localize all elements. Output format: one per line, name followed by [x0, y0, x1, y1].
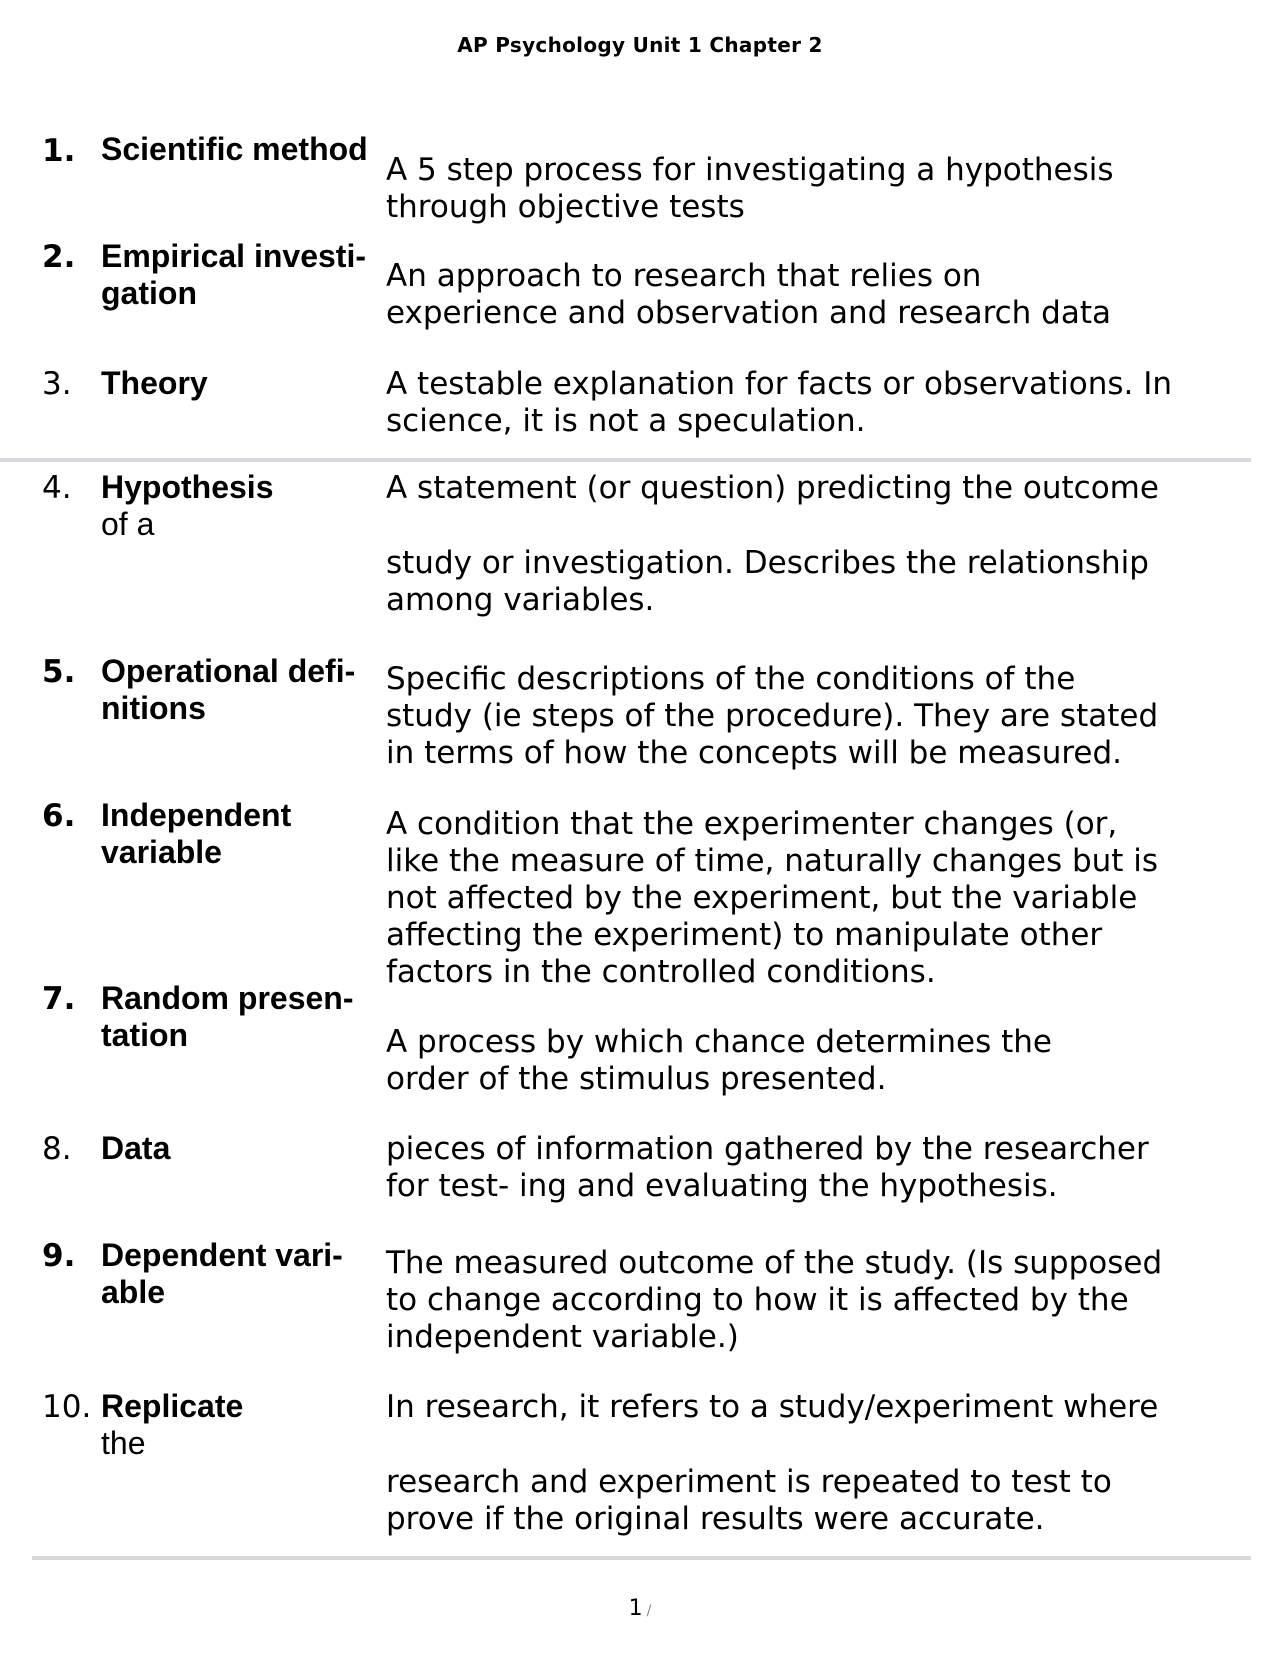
definition-line: Specific descriptions of the conditions of the	[386, 661, 1076, 697]
entry-definition	[386, 152, 1256, 226]
entry-term	[101, 797, 381, 871]
definition-line: like the measure of time, naturally changes but is	[386, 843, 1159, 879]
entry-term-text: Replicate	[101, 1388, 244, 1424]
definition-line: in terms of how the concepts will be measured.	[386, 735, 1123, 771]
entry-number: 8.	[42, 1131, 72, 1167]
entry-term	[101, 653, 381, 727]
definition-line: pieces of information gathered by the researcher	[386, 1131, 1149, 1167]
page-separator: /	[646, 1603, 652, 1619]
entry-term-continuation: of a	[101, 506, 155, 542]
entry-number: 6.	[42, 798, 76, 834]
definition-line: research and experiment is repeated to test to	[386, 1464, 1112, 1500]
entry-definition	[386, 806, 1256, 991]
entry-term-text: Theory	[101, 365, 208, 401]
definition-line: affecting the experiment) to manipulate other	[386, 917, 1103, 953]
entry-number: 10.	[42, 1389, 92, 1425]
entry-definition	[386, 470, 1256, 619]
entry-number: 3.	[42, 366, 72, 402]
entry-term-text: Independent variable	[101, 797, 292, 870]
page-footer	[0, 1596, 1280, 1621]
entry-term-text: Dependent vari- able	[101, 1237, 343, 1310]
definition-line: A 5 step process for investigating a hypothesis	[386, 152, 1114, 188]
entry-number: 9.	[42, 1238, 76, 1274]
section-divider	[32, 1556, 1251, 1560]
definition-line: study or investigation. Describes the relationship	[386, 545, 1149, 581]
definition-line: experience and observation and research data	[386, 295, 1112, 331]
entry-definition	[386, 258, 1256, 332]
entry-term-text: Hypothesis	[101, 469, 274, 505]
entry-number: 7.	[42, 981, 76, 1017]
entry-term-text: Data	[101, 1130, 171, 1166]
entry-definition	[386, 661, 1256, 772]
definition-line: for test- ing and evaluating the hypothesis.	[386, 1168, 1058, 1204]
entry-number: 1.	[42, 133, 76, 169]
definition-line: A condition that the experimenter changes (or,	[386, 806, 1118, 842]
entry-definition	[386, 366, 1256, 440]
entry-term-text: Scientific method	[101, 131, 368, 167]
entry-term-continuation: the	[101, 1425, 146, 1461]
page-header: AP Psychology Unit 1 Chapter 2	[457, 33, 823, 57]
definition-line: In research, it refers to a study/experiment where	[386, 1389, 1159, 1425]
entry-term	[101, 1237, 381, 1311]
definition-line: independent variable.)	[386, 1319, 739, 1355]
entry-number: 5.	[42, 654, 76, 690]
section-divider	[0, 458, 1251, 462]
definition-line: prove if the original results were accurate.	[386, 1501, 1045, 1537]
page-number: 1	[628, 1596, 643, 1621]
entry-term	[101, 1130, 381, 1167]
entry-term	[101, 980, 381, 1054]
definition-line: science, it is not a speculation.	[386, 403, 866, 439]
entry-definition	[386, 1245, 1256, 1356]
definition-line: not affected by the experiment, but the variable	[386, 880, 1138, 916]
definition-line: A statement (or question) predicting the outcome	[386, 470, 1159, 506]
definition-line: study (ie steps of the procedure). They are stated	[386, 698, 1159, 734]
definition-line: The measured outcome of the study. (Is supposed	[386, 1245, 1163, 1281]
entry-term	[101, 131, 381, 168]
entry-term	[101, 1388, 381, 1462]
entry-number: 2.	[42, 239, 76, 275]
entry-term-text: Random presen- tation	[101, 980, 354, 1053]
entry-term-text: Operational defi- nitions	[101, 653, 356, 726]
entry-term	[101, 365, 381, 402]
entry-definition	[386, 1131, 1256, 1205]
definition-line: among variables.	[386, 582, 655, 618]
definition-line: A process by which chance determines the	[386, 1024, 1052, 1060]
entry-definition	[386, 1389, 1256, 1538]
definition-line: factors in the controlled conditions.	[386, 954, 936, 990]
definition-line: A testable explanation for facts or observations. In	[386, 366, 1172, 402]
entry-number: 4.	[42, 470, 72, 506]
entry-term	[101, 238, 381, 312]
definition-line: through objective tests	[386, 189, 745, 225]
entry-term-text: Empirical investi- gation	[101, 238, 366, 311]
entry-definition	[386, 1024, 1256, 1098]
definition-line: order of the stimulus presented.	[386, 1061, 887, 1097]
entry-term	[101, 469, 381, 543]
definition-line: An approach to research that relies on	[386, 258, 982, 294]
definition-line: to change according to how it is affected by the	[386, 1282, 1129, 1318]
